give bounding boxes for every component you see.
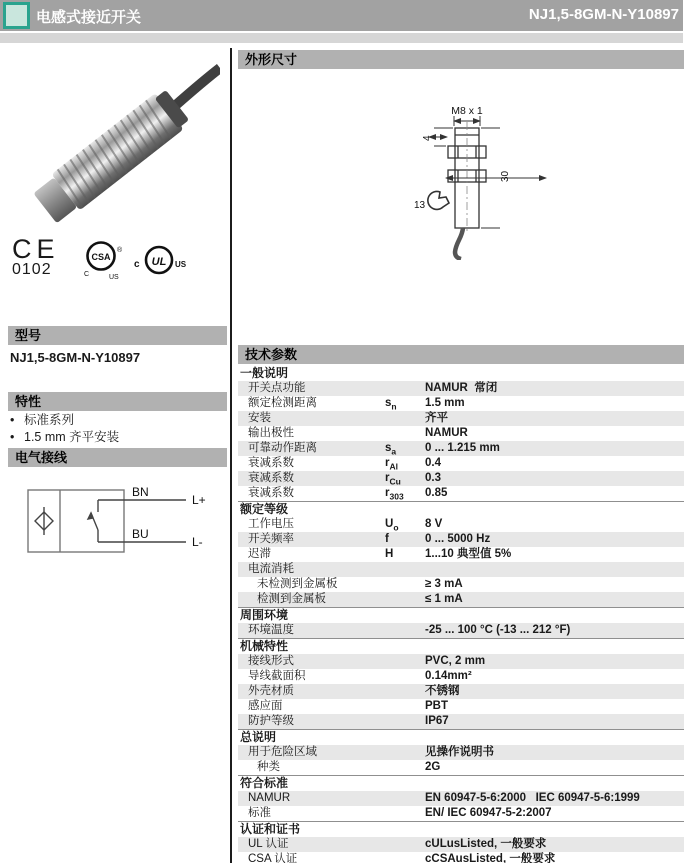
- tech-parameters-table: [238, 366, 684, 863]
- tech-group-label: 一般说明: [240, 366, 289, 380]
- tech-param-value: 不锈钢: [425, 685, 460, 697]
- dim-thread-label: M8 x 1: [451, 105, 483, 117]
- tech-param-value: NAMUR 常闭: [425, 382, 498, 394]
- tech-data-row: [238, 852, 684, 863]
- tech-param-value: 0 ... 5000 Hz: [425, 533, 491, 545]
- csa-registered: ®: [117, 247, 123, 254]
- tech-section-row: [238, 501, 684, 517]
- tech-data-row: [238, 381, 684, 396]
- tech-section-row: [238, 607, 684, 623]
- feature-item: [10, 412, 119, 429]
- wrench-icon: [428, 191, 449, 209]
- tech-param-label: 标准: [248, 807, 271, 819]
- tech-param-label: 电流消耗: [248, 563, 294, 575]
- tech-param-value: cCSAusListed, 一般要求: [425, 853, 556, 863]
- tech-param-label: 防护等级: [248, 715, 294, 727]
- tech-param-value: ≤ 1 mA: [425, 593, 463, 605]
- tech-data-row: [238, 669, 684, 684]
- ul-mark-icon: [132, 244, 190, 283]
- tech-param-label: 接线形式: [248, 655, 294, 667]
- header-divider-strip: [0, 33, 683, 43]
- wiring-section-header: 电气接线: [8, 448, 227, 467]
- sensor-barrel: [51, 93, 183, 211]
- tech-param-symbol: $s_a$: [385, 442, 397, 457]
- wire-label-bn: BN: [132, 485, 149, 499]
- wire-label-lplus: L+: [192, 493, 206, 507]
- tech-data-row: [238, 699, 684, 714]
- tech-param-label: 输出极性: [248, 427, 294, 439]
- feature-item: [10, 429, 119, 446]
- tech-param-label: NAMUR: [248, 792, 291, 804]
- dim-length-label: 30: [500, 170, 511, 182]
- tech-param-value: EN 60947-5-6:2000 IEC 60947-5-6:1999: [425, 792, 640, 804]
- tech-param-value: 0.4: [425, 457, 441, 469]
- page-header: [0, 0, 683, 31]
- wire-label-lminus: L-: [192, 535, 203, 549]
- tech-data-row: [238, 714, 684, 729]
- tech-data-row: [238, 441, 684, 456]
- tech-param-symbol: $r_{Cu}$: [385, 472, 401, 487]
- ul-text: UL: [151, 256, 167, 268]
- tech-param-label: 开关点功能: [248, 382, 306, 394]
- bullet-icon: •: [10, 413, 15, 427]
- tech-param-value: 2G: [425, 761, 441, 773]
- model-number: NJ1,5-8GM-N-Y10897: [10, 350, 141, 365]
- tech-data-row: [238, 592, 684, 607]
- tech-param-value: ≥ 3 mA: [425, 578, 463, 590]
- tech-param-symbol: $s_n$: [385, 397, 397, 412]
- tech-data-row: [238, 623, 684, 638]
- tech-data-row: [238, 684, 684, 699]
- tech-param-value: 8 V: [425, 518, 443, 530]
- tech-param-symbol: $r_{Al}$: [385, 457, 398, 472]
- tech-param-label: 衰减系数: [248, 457, 294, 469]
- tech-param-value: 齐平: [425, 412, 448, 424]
- switch-arrow-icon: [88, 513, 93, 519]
- tech-group-label: 周围环境: [240, 608, 289, 622]
- tech-data-row: [238, 760, 684, 775]
- wire-label-bu: BU: [132, 527, 149, 541]
- tech-param-label: CSA 认证: [248, 853, 298, 863]
- tech-param-label: 开关频率: [248, 533, 294, 545]
- tech-param-value: NAMUR: [425, 427, 468, 439]
- tech-section-row: [238, 729, 684, 745]
- ul-c: c: [134, 259, 140, 270]
- tech-param-label: 导线截面积: [248, 670, 306, 682]
- tech-data-row: [238, 547, 684, 562]
- tech-param-label: 工作电压: [248, 518, 294, 530]
- product-photo: [8, 54, 220, 237]
- tech-data-row: [238, 745, 684, 760]
- tech-data-row: [238, 456, 684, 471]
- csa-c: C: [84, 271, 90, 278]
- tech-section-header: 技术参数: [238, 345, 684, 364]
- tech-param-label: 未检测到金属板: [257, 578, 338, 590]
- tech-param-label: 安装: [248, 412, 271, 424]
- ce-mark: [12, 236, 60, 278]
- tech-data-row: [238, 532, 684, 547]
- ul-us: US: [175, 260, 187, 269]
- tech-section-row: [238, 366, 684, 381]
- tech-param-label: 衰减系数: [248, 487, 294, 499]
- dimension-drawing: [396, 102, 576, 265]
- tech-param-label: UL 认证: [248, 838, 289, 850]
- feature-item-label: 标准系列: [24, 413, 75, 427]
- tech-param-value: -25 ... 100 °C (-13 ... 212 °F): [425, 624, 571, 636]
- csa-us: US: [109, 274, 119, 281]
- tech-data-row: [238, 471, 684, 486]
- tech-param-value: EN/ IEC 60947-5-2:2007: [425, 807, 552, 819]
- column-divider: [230, 48, 232, 863]
- tech-section-row: [238, 775, 684, 791]
- tech-param-label: 额定检测距离: [248, 397, 317, 409]
- tech-data-row: [238, 486, 684, 501]
- tech-data-row: [238, 426, 684, 441]
- tech-param-label: 环境温度: [248, 624, 294, 636]
- sensor-box: [28, 490, 124, 552]
- brand-icon: [3, 2, 30, 29]
- tech-param-label: 感应面: [248, 700, 283, 712]
- tech-param-value: 1.5 mm: [425, 397, 465, 409]
- csa-text: CSA: [91, 252, 111, 262]
- tech-param-value: 0 ... 1.215 mm: [425, 442, 500, 454]
- features-list: [10, 412, 119, 446]
- tech-param-label: 种类: [257, 761, 280, 773]
- tech-data-row: [238, 411, 684, 426]
- dimensions-section-header: 外形尺寸: [238, 50, 684, 69]
- feature-item-label: 1.5 mm 齐平安装: [24, 430, 120, 444]
- tech-param-symbol: $r_{303}$: [385, 487, 404, 502]
- tech-section-row: [238, 821, 684, 837]
- dim-cable: [455, 228, 463, 259]
- tech-group-label: 额定等级: [240, 502, 289, 516]
- tech-param-label: 用于危险区域: [248, 746, 317, 758]
- tech-group-label: 总说明: [240, 730, 277, 744]
- features-section-header: 特性: [8, 392, 227, 411]
- wiring-diagram: [14, 476, 218, 577]
- tech-param-value: 0.85: [425, 487, 448, 499]
- tech-param-value: PVC, 2 mm: [425, 655, 486, 667]
- dim-nut-height-label: 4: [422, 135, 433, 141]
- tech-param-value: cULusListed, 一般要求: [425, 838, 547, 850]
- tech-param-label: 可靠动作距离: [248, 442, 317, 454]
- tech-param-label: 衰减系数: [248, 472, 294, 484]
- ce-mark-number: 0102: [12, 261, 52, 278]
- dim-wrench-label: 13: [414, 200, 426, 211]
- sensor-threads: [55, 100, 175, 208]
- model-section-header: 型号: [8, 326, 227, 345]
- tech-data-row: [238, 806, 684, 821]
- header-model-number: NJ1,5-8GM-N-Y10897: [528, 6, 679, 23]
- tech-group-label: 认证和证书: [240, 822, 301, 836]
- tech-param-value: PBT: [425, 700, 448, 712]
- tech-param-symbol: H: [385, 548, 394, 560]
- tech-param-value: 0.14mm²: [425, 670, 472, 682]
- ce-mark-text: CE: [12, 234, 60, 264]
- page-title: 电感式接近开关: [36, 9, 142, 26]
- tech-section-row: [238, 638, 684, 654]
- tech-param-value: 见操作说明书: [425, 746, 494, 758]
- tech-data-row: [238, 837, 684, 852]
- tech-data-row: [238, 791, 684, 806]
- tech-param-label: 迟滞: [248, 548, 271, 560]
- tech-data-row: [238, 562, 684, 577]
- tech-param-value: 0.3: [425, 472, 441, 484]
- tech-group-label: 符合标准: [240, 776, 289, 790]
- tech-param-value: IP67: [425, 715, 449, 727]
- tech-param-label: 检测到金属板: [257, 593, 326, 605]
- tech-data-row: [238, 517, 684, 532]
- tech-param-label: 外壳材质: [248, 685, 294, 697]
- csa-mark-icon: [80, 238, 126, 287]
- tech-param-symbol: $U_o$: [385, 518, 399, 533]
- tech-data-row: [238, 577, 684, 592]
- tech-data-row: [238, 396, 684, 411]
- bullet-icon: •: [10, 430, 15, 444]
- tech-group-label: 机械特性: [240, 639, 289, 653]
- tech-param-symbol: f: [385, 533, 389, 545]
- tech-data-row: [238, 654, 684, 669]
- tech-param-value: 1...10 典型值 5%: [425, 548, 512, 560]
